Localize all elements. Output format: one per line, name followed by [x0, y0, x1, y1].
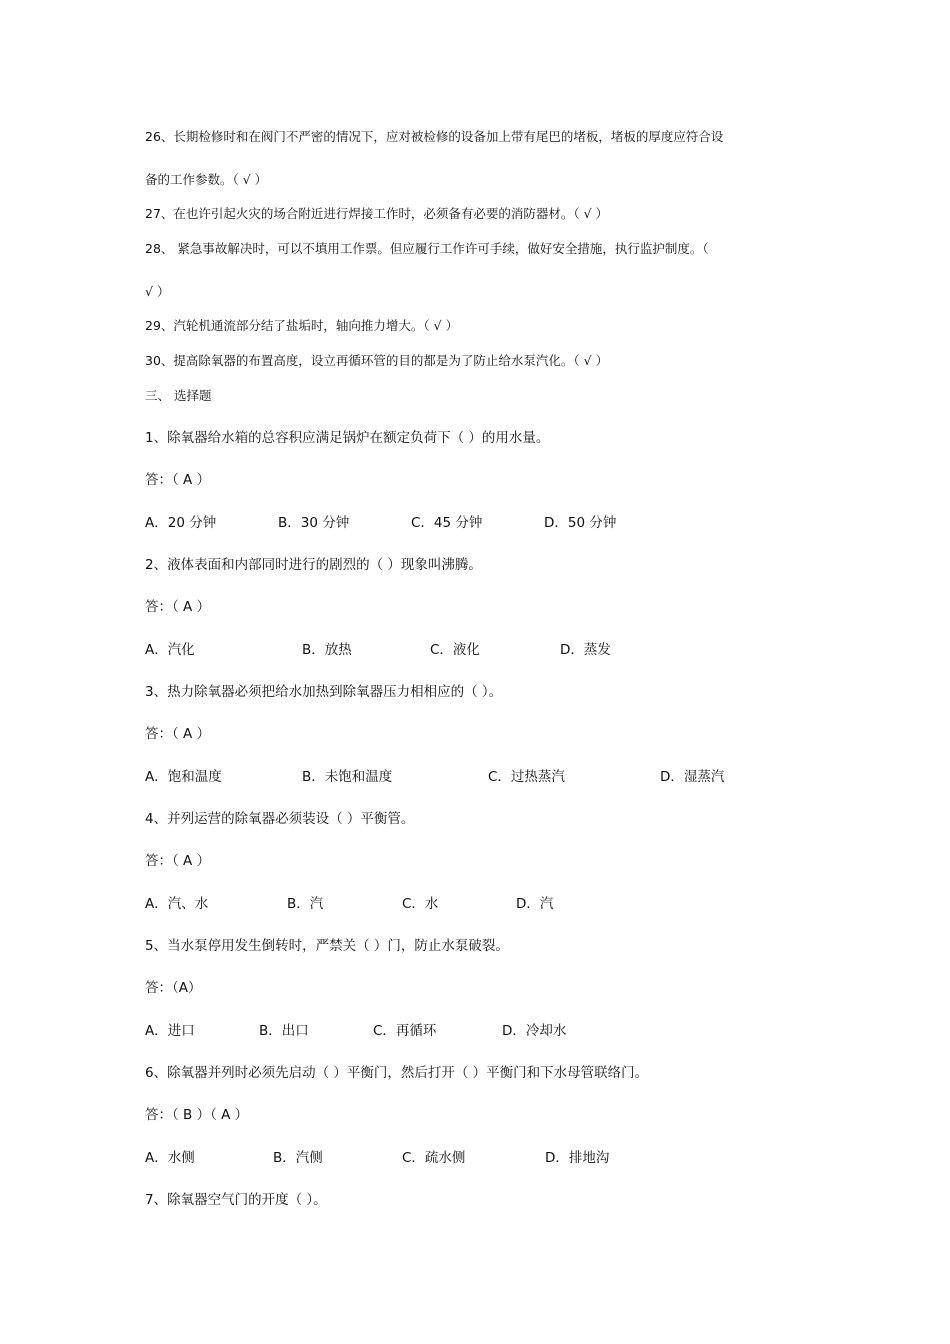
- q1-option-c: C．45 分钟: [411, 515, 483, 531]
- question-1: 1、除氧器给水箱的总容积应满足锅炉在额定负荷下（ ）的用水量。: [145, 430, 550, 446]
- q5-option-a: A．进口: [145, 1023, 195, 1039]
- q3-option-b: B．未饱和温度: [302, 769, 393, 785]
- tf-item-28-line2: √ ）: [145, 284, 170, 299]
- tf-item-26-line2: 备的工作参数。（ √ ）: [145, 172, 268, 187]
- tf-item-26-line1: 26、长期检修时和在阀门不严密的情况下，应对被检修的设备加上带有尾巴的堵板，堵板的厚度应符合设: [145, 129, 724, 144]
- tf-item-27: 27、在也许引起火灾的场合附近进行焊接工作时，必须备有必要的消防器材。（ √ ）: [145, 206, 609, 221]
- q1-option-d: D．50 分钟: [544, 515, 617, 531]
- q6-option-b: B．汽侧: [273, 1150, 323, 1166]
- answer-4: 答：（ A ）: [145, 853, 211, 869]
- tf-item-30: 30、提高除氧器的布置高度，设立再循环管的目的都是为了防止给水泵汽化。（ √ ）: [145, 353, 609, 368]
- q1-option-b: B．30 分钟: [278, 515, 350, 531]
- q2-option-d: D．蒸发: [560, 642, 611, 658]
- q2-option-a: A．汽化: [145, 642, 195, 658]
- q6-option-a: A．水侧: [145, 1150, 195, 1166]
- q5-option-d: D．冷却水: [502, 1023, 567, 1039]
- q2-option-c: C．液化: [430, 642, 480, 658]
- tf-item-28-line1: 28、 紧急事故解决时，可以不填用工作票。但应履行工作许可手续，做好安全措施，执行监护制度。（: [145, 241, 709, 256]
- question-5: 5、当水泵停用发生倒转时，严禁关（ ）门，防止水泵破裂。: [145, 938, 509, 954]
- q3-option-c: C．过热蒸汽: [488, 769, 565, 785]
- q4-option-b: B．汽: [287, 896, 324, 912]
- question-2: 2、液体表面和内部同时进行的剧烈的（ ）现象叫沸腾。: [145, 557, 482, 573]
- q1-option-a: A．20 分钟: [145, 515, 217, 531]
- answer-2: 答：（ A ）: [145, 599, 211, 615]
- q5-option-b: B．出口: [259, 1023, 309, 1039]
- answer-6: 答：（ B ）（ A ）: [145, 1107, 249, 1123]
- q6-option-d: D．排地沟: [545, 1150, 610, 1166]
- answer-5: 答：（A）: [145, 980, 202, 996]
- answer-3: 答：（ A ）: [145, 726, 211, 742]
- question-7: 7、除氧器空气门的开度（ ）。: [145, 1192, 327, 1208]
- q4-option-a: A．汽、水: [145, 896, 209, 912]
- q5-option-c: C．再循环: [373, 1023, 437, 1039]
- tf-item-29: 29、汽轮机通流部分结了盐垢时，轴向推力增大。（ √ ）: [145, 318, 459, 333]
- q4-option-d: D．汽: [516, 896, 554, 912]
- q3-option-a: A．饱和温度: [145, 769, 222, 785]
- q4-option-c: C．水: [402, 896, 439, 912]
- question-3: 3、热力除氧器必须把给水加热到除氧器压力相相应的（ ）。: [145, 684, 503, 700]
- answer-1: 答：（ A ）: [145, 472, 211, 488]
- section-title: 三、 选择题: [145, 388, 212, 403]
- q2-option-b: B．放热: [302, 642, 352, 658]
- q3-option-d: D．湿蒸汽: [660, 769, 725, 785]
- q6-option-c: C．疏水侧: [402, 1150, 466, 1166]
- question-4: 4、并列运营的除氧器必须装设（ ）平衡管。: [145, 811, 415, 827]
- question-6: 6、除氧器并列时必须先启动（ ）平衡门，然后打开（ ）平衡门和下水母管联络门。: [145, 1065, 649, 1081]
